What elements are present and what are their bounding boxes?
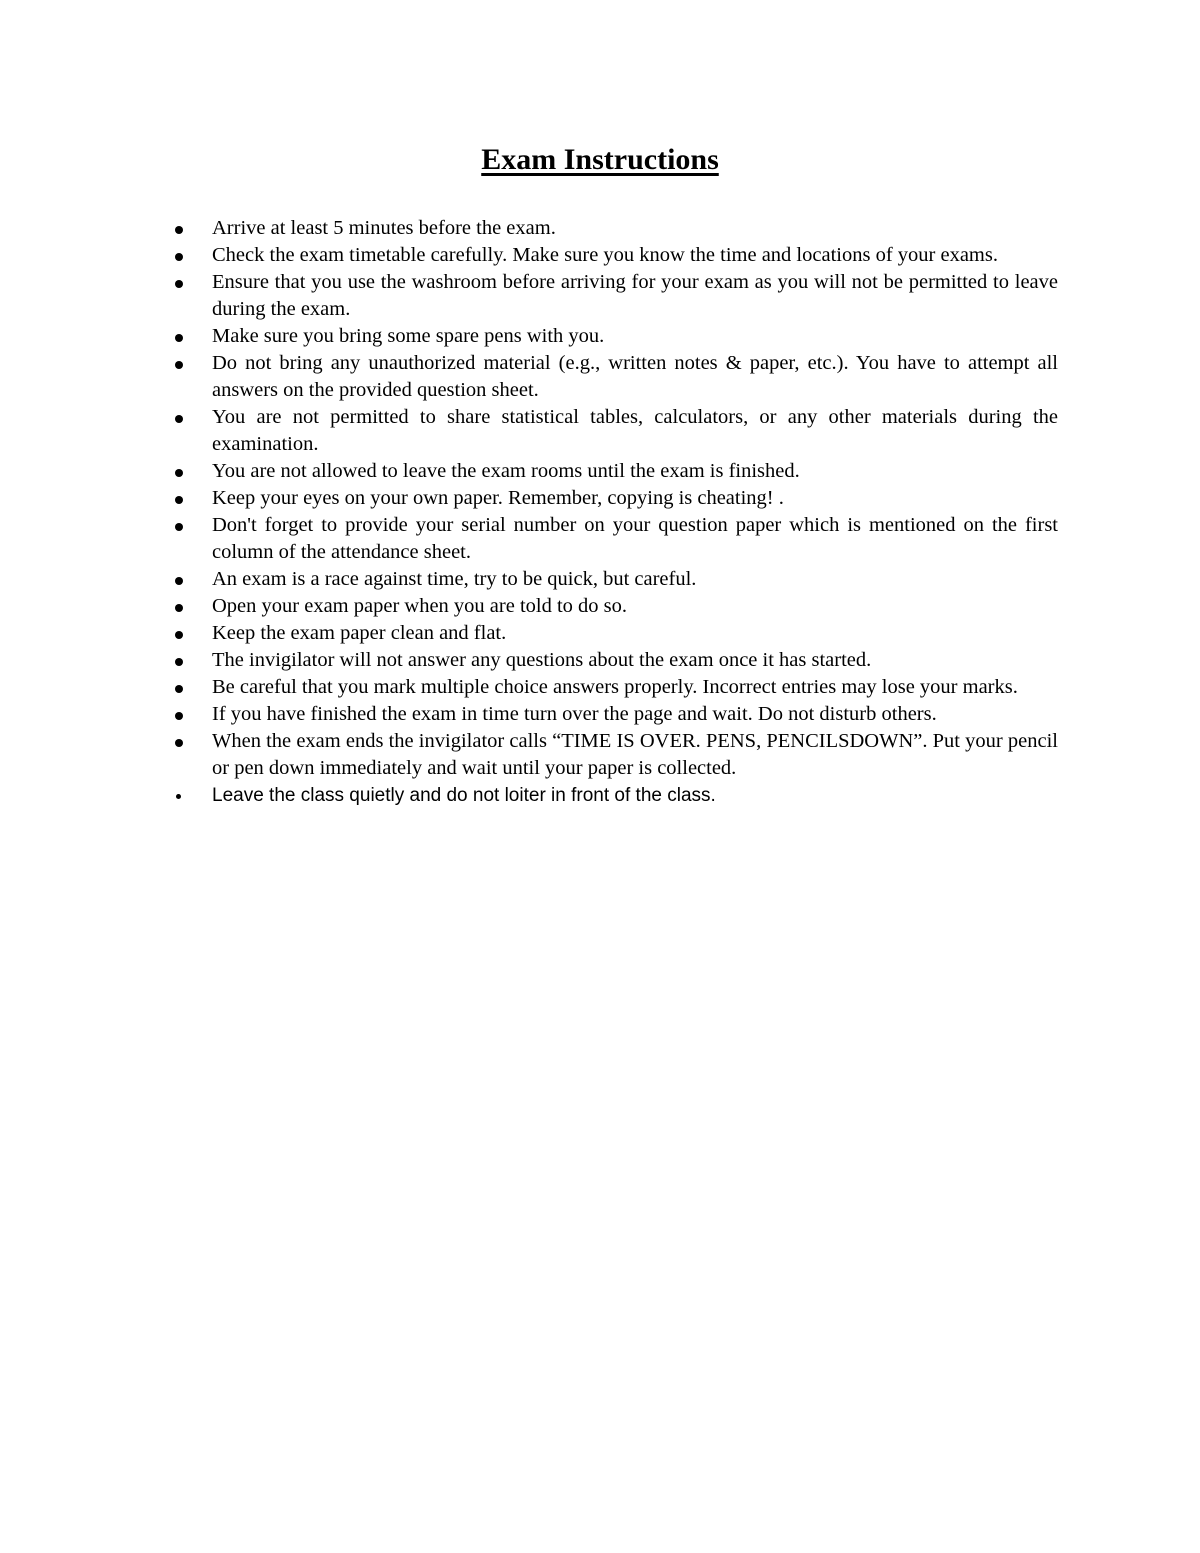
list-item bbox=[212, 647, 1058, 674]
list-item bbox=[212, 593, 1058, 620]
bullet-icon bbox=[175, 226, 183, 234]
list-item-text: The invigilator will not answer any questions about the exam once it has started. bbox=[212, 649, 872, 671]
list-item bbox=[212, 458, 1058, 485]
bullet-icon bbox=[176, 794, 181, 799]
document-title: Exam Instructions bbox=[481, 143, 719, 176]
bullet-icon bbox=[175, 253, 183, 261]
list-item bbox=[212, 728, 1058, 782]
list-item bbox=[212, 701, 1058, 728]
bullet-icon bbox=[175, 658, 183, 666]
bullet-icon bbox=[175, 685, 183, 693]
bullet-icon bbox=[175, 604, 183, 612]
bullet-icon bbox=[175, 712, 183, 720]
bullet-icon bbox=[175, 280, 183, 288]
bullet-icon bbox=[175, 739, 183, 747]
list-item-text: When the exam ends the invigilator calls “TIME IS OVER. PENS, PENCILSDOWN”. Put your pencil or pen down immediately and wait until your paper is collected. bbox=[212, 730, 1058, 779]
list-item-text: You are not permitted to share statistical tables, calculators, or any other materials during the examination. bbox=[212, 406, 1058, 455]
bullet-icon bbox=[175, 523, 183, 531]
list-item bbox=[212, 674, 1058, 701]
list-item-text: Make sure you bring some spare pens with you. bbox=[212, 325, 605, 347]
list-item bbox=[212, 404, 1058, 458]
list-item-text: Ensure that you use the washroom before arriving for your exam as you will not be permitted to leave during the exam. bbox=[212, 271, 1058, 320]
list-item-text: If you have finished the exam in time turn over the page and wait. Do not disturb others. bbox=[212, 703, 937, 725]
bullet-icon bbox=[175, 631, 183, 639]
list-item-text: Leave the class quietly and do not loiter in front of the class. bbox=[212, 785, 716, 806]
list-item-text: Arrive at least 5 minutes before the exam. bbox=[212, 217, 556, 239]
list-item-text: Do not bring any unauthorized material (e.g., written notes & paper, etc.). You have to attempt all answers on the provided question sheet. bbox=[212, 352, 1058, 401]
list-item-text: An exam is a race against time, try to be quick, but careful. bbox=[212, 568, 697, 590]
bullet-icon bbox=[175, 415, 183, 423]
bullet-icon bbox=[175, 469, 183, 477]
bullet-icon bbox=[175, 496, 183, 504]
list-item bbox=[212, 350, 1058, 404]
list-item bbox=[212, 242, 1058, 269]
list-item-text: Open your exam paper when you are told to do so. bbox=[212, 595, 628, 617]
list-item-text: Keep your eyes on your own paper. Remember, copying is cheating! . bbox=[212, 487, 784, 509]
bullet-icon bbox=[175, 334, 183, 342]
list-item bbox=[212, 566, 1058, 593]
list-item-text: Check the exam timetable carefully. Make sure you know the time and locations of your exams. bbox=[212, 244, 998, 266]
list-item bbox=[212, 782, 1058, 809]
instructions-list bbox=[212, 215, 1058, 809]
list-item bbox=[212, 485, 1058, 512]
bullet-icon bbox=[175, 361, 183, 369]
list-item-text: Keep the exam paper clean and flat. bbox=[212, 622, 507, 644]
list-item-text: Be careful that you mark multiple choice answers properly. Incorrect entries may lose your marks. bbox=[212, 676, 1018, 698]
list-item bbox=[212, 269, 1058, 323]
list-item bbox=[212, 215, 1058, 242]
list-item bbox=[212, 323, 1058, 350]
list-item-text: Don't forget to provide your serial number on your question paper which is mentioned on the first column of the attendance sheet. bbox=[212, 514, 1058, 563]
list-item-text: You are not allowed to leave the exam rooms until the exam is finished. bbox=[212, 460, 800, 482]
list-item bbox=[212, 620, 1058, 647]
bullet-icon bbox=[175, 577, 183, 585]
list-item bbox=[212, 512, 1058, 566]
